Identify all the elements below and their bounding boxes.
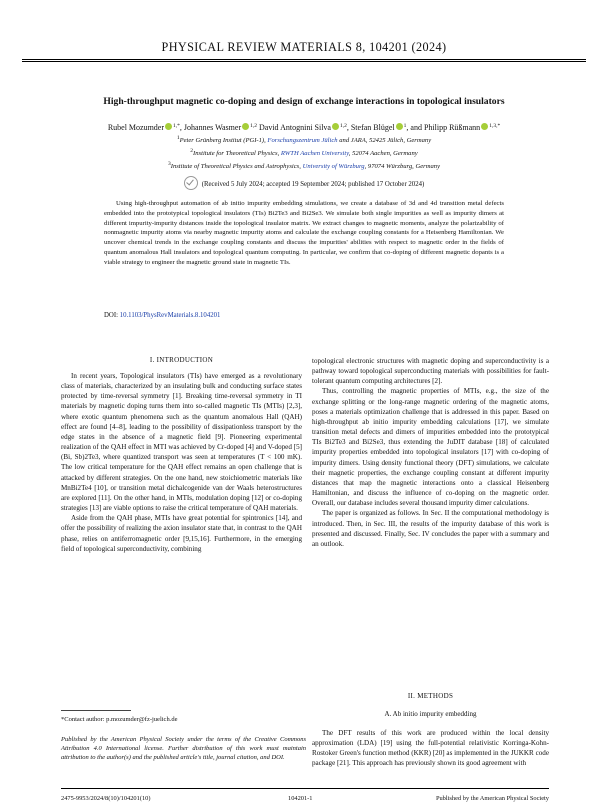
contact-footnote: *Contact author: p.mozumder@fz-juelich.de (61, 716, 178, 723)
affiliations (20, 133, 588, 172)
section-heading-methods: II. METHODS (407, 692, 454, 700)
author-list: Rubel Mozumder $^{1,*}$, Johannes Wasmer $^{1,2}$ David Antognini Silva $^{1,2}$, Stefan Blügel $^1$, and Philipp Rüßmann $^{1,3,*}$ (107, 123, 501, 132)
footer-issn: 2475-9953/2024/8(10)/104201(10) (61, 795, 151, 802)
footer-rule (61, 788, 549, 789)
affiliation-link[interactable]: University of Würzburg (302, 163, 365, 170)
author-5[interactable]: Philipp Rüßmann $^{1,3,*}$ (423, 123, 501, 132)
right-column-text (312, 356, 549, 549)
affiliation-link[interactable]: Forschungszentrum Jülich (267, 137, 338, 144)
footer-publisher: Published by the American Physical Society (435, 795, 549, 802)
section-heading-introduction: I. INTRODUCTION (149, 356, 214, 364)
paragraph: topological electronic structures with magnetic doping and superconductivity is a pathway toward topological superconducting materials with possibilities for fault-tolerant quantum computing architectures [2]. (312, 357, 549, 386)
license-statement: Published by the American Physical Society under the terms of the Creative Commons Attribution 4.0 International license. Further distribution of this work must maintain attribution to the author(s) and the published article's title, journal citation, and DOI. (61, 736, 306, 761)
orcid-icon[interactable] (396, 123, 403, 130)
abstract: Using high-throughput automation of ab initio impurity embedding simulations, we create a database of 3d and 4d transition metal defects embedded into the prototypical topological insulators (TIs) Bi2Te3 and Bi2Se3. We simulate both single impurities as well as impurity dimers at different impurity-impurity distances inside the topological insulator matrix. We extract changes to magnetic moments, analyze the polarizability of nonmagnetic impurity atoms via nearby magnetic impurity atoms and calculate the exchange coupling constants for a Heisenberg Hamiltonian. We uncover chemical trends in the exchange coupling constants and discuss the impurities' abilities with respect to magnetic order in the fields of quantum anomalous Hall insulators and topological quantum computing. In particular, we confirm that co-doping of different magnetic dopants is a viable strategy to engineer the magnetic ground state in magnetic TIs. (104, 200, 504, 266)
orcid-icon[interactable] (332, 123, 339, 130)
paper-title: High-throughput magnetic co-doping and design of exchange interactions in topological insulators (103, 96, 505, 107)
page-number: 104201-1 (288, 795, 313, 802)
publication-dates: (Received 5 July 2024; accepted 19 September 2024; published 17 October 2024) (20, 176, 588, 190)
affiliation-link[interactable]: RWTH Aachen University (280, 150, 349, 157)
paragraph: Aside from the QAH phase, MTIs have great potential for spintronics [14], and offer the possibility of realizing the axion insulator state that, in contrast to the QAH phase, relies on antiferromagnetic order [9,15,16]. Furthermore, in the emerging field of topological superconductivity, combining (61, 514, 302, 553)
check-for-updates-icon[interactable] (184, 176, 198, 190)
paragraph: In recent years, Topological insulators (TIs) have emerged as a revolutionary class of materials, characterized by an insulating bulk and conducting surface states protected by time-reversal symmetry [1]. Breaking time-reversal symmetry in TI materials by magnetic doping turns them into so-called magnetic TIs (MTIs) [2,3], where exotic quantum phenomena such as the quantum anomalous Hall (QAH) effect are found [4–8], leading to the possibility of dissipationless transport by the edge states in the absence of a magnetic field [9]. Pioneering experimental realization of the QAH effect in MTI was achieved by Cr-doped [4] and V-doped [5] (Bi, Sb)2Te3, where quantized transport was seen at temperatures (T < 100 mK). The low critical temperature for the QAH effect remains an open challenge that is attacked by different strategies. On the one hand, new stoichiometric materials like MnBi2Te4 [10], or transition metal dichalcogenide van der Waals heterostructures are explored [11]. On the other hand, in MTIs, modulation doping [12] or co-doping strategies [13] are viable options to raise the critical temperature of QAH materials. (61, 372, 302, 513)
orcid-icon[interactable] (165, 123, 172, 130)
author-2[interactable]: Johannes Wasmer $^{1,2}$ (183, 123, 257, 132)
footnote-rule (61, 710, 131, 711)
affiliation-3: $^3$Institute of Theoretical Physics and Astrophysics, University of Würzburg, 97074 Würzburg, Germany (168, 161, 440, 170)
header-rule-top (22, 59, 586, 60)
doi-link[interactable]: 10.1103/PhysRevMaterials.8.104201 (119, 312, 221, 319)
paragraph: Thus, controlling the magnetic properties of MTIs, e.g., the size of the exchange splitting or the long-range magnetic ordering of the magnetic atoms, poses a materials optimization challenge that is addressed in this paper. Based on high-throughput ab initio impurity embedding calculations [17], we simulate transition metal defects and dimers of impurities embedded into the prototypical TIs Bi2Te3 and Bi2Se3, thus extending the JuDIT database [18] of calculated impurity properties embedded into topological insulators [17] with co-doping of impurity dimers. Using density functional theory (DFT) simulations, we calculate their magnetic properties, the exchange coupling constant at different impurity distances that map the magnetic interactions onto a classical Heisenberg Hamiltonian, and discuss the influence of co-doping on the magnetic order. Overall, our database includes several thousand impurity dimer calculations. (312, 387, 549, 508)
affiliation-1: $^1$Peter Grünberg Institut (PGI-1), Forschungszentrum Jülich and JARA, 52425 Jülich, Germany (176, 135, 432, 144)
author-3[interactable]: David Antognini Silva $^{1,2}$ (258, 123, 347, 132)
journal-header: PHYSICAL REVIEW MATERIALS 8, 104201 (2024) (161, 40, 447, 54)
doi-line: DOI: 10.1103/PhysRevMaterials.8.104201 (104, 312, 221, 319)
subsection-heading: A. Ab initio impurity embedding (384, 710, 477, 718)
header-rule-bottom (22, 61, 586, 62)
orcid-icon[interactable] (481, 123, 488, 130)
orcid-icon[interactable] (242, 123, 249, 130)
right-column-methods-text (312, 728, 549, 769)
paragraph: The DFT results of this work are produced within the local density approximation (LDA) [19] using the full-potential relativistic Korringa-Kohn-Rostoker Green's function method (KKR) [20] as implemented in the JUKKR code package [21]. This approach has previously shown its good agreement with (312, 729, 549, 768)
left-column-text (61, 371, 302, 554)
paragraph: The paper is organized as follows. In Sec. II the computational methodology is introduced. Then, in Sec. III, the results of the impurity database of this work is presented and discussed. Finally, Sec. IV concludes the paper with a summary and an outlook. (312, 509, 549, 548)
affiliation-2: $^2$Institute for Theoretical Physics, RWTH Aachen University, 52074 Aachen, Germany (190, 148, 418, 157)
author-1[interactable]: Rubel Mozumder $^{1,*}$ (107, 123, 180, 132)
author-4[interactable]: Stefan Blügel $^1$ (350, 123, 407, 132)
